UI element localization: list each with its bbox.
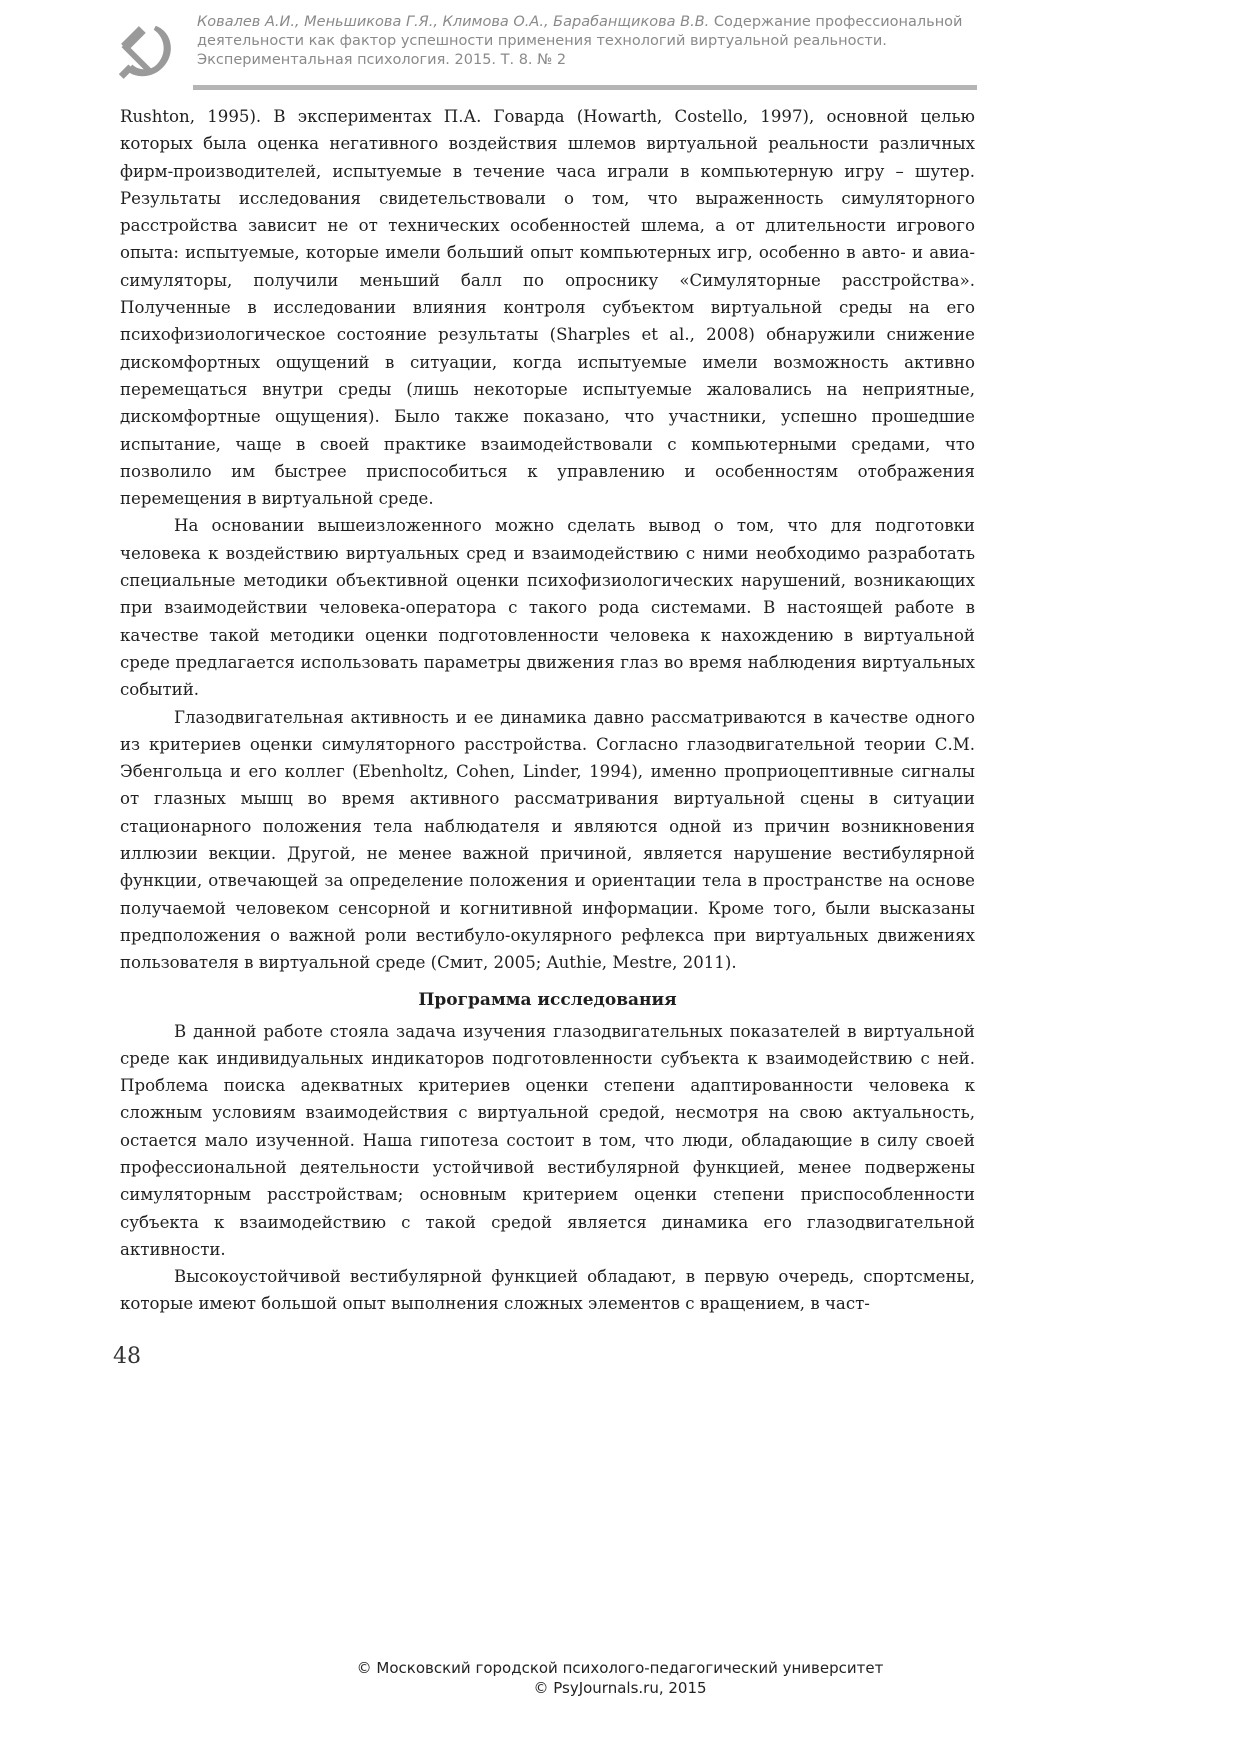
footer-line1: © Московский городской психолого-педагогический университет xyxy=(356,1659,884,1677)
paragraph: Высокоустойчивой вестибулярной функцией обладают, в первую очередь, спортсмены, которые имеют большой опыт выполнения сложных элементов с вращением, в част- xyxy=(120,1267,975,1314)
paragraph: Rushton, 1995). В экспериментах П.А. Говарда (Howarth, Costello, 1997), основной целью которых была оценка негативного воздействия шлемов виртуальной реальности различных фирм-производителей, испытуемые в течение часа играли в компьютерную игру – шутер. Результаты исследования свидетельствовали о том, что выраженность симуляторного расстройства зависит не от технических особенностей шлема, а от длительности игрового опыта: испытуемые, которые имели больший опыт компьютерных игр, особенно в авто- и авиа-симуляторы, получили меньший балл по опроснику «Симуляторные расстройства». Полученные в исследовании влияния контроля субъектом виртуальной среды на его психофизиологическое состояние результаты (Sharples et al., 2008) обнаружили снижение дискомфортных ощущений в ситуации, когда испытуемые имели возможность активно перемещаться внутри среды (лишь некоторые испытуемые жаловались на неприятные, дискомфортные ощущения). Было также показано, что участники, успешно прошедшие испытание, чаще в своей практике взаимодействовали с компьютерными средами, что позволило им быстрее приспособиться к управлению и особенностям отображения перемещения в виртуальной среде. xyxy=(120,107,975,509)
footer-line2: © PsyJournals.ru, 2015 xyxy=(533,1679,707,1697)
paragraph: Глазодвигательная активность и ее динамика давно рассматриваются в качестве одного из критериев оценки симуляторного расстройства. Согласно глазодвигательной теории С.М. Эбенгольца и его коллег (Ebenholtz, Cohen, Linder, 1994), именно проприоцептивные сигналы от глазных мышц во время активного рассматривания виртуальной сцены в ситуации стационарного положения тела наблюдателя и являются одной из причин возникновения иллюзии векции. Другой, не менее важной причиной, является нарушение вестибулярной функции, отвечающей за определение положения и ориентации тела в пространстве на основе получаемой человеком сенсорной и когнитивной информации. Кроме того, были высказаны предположения о важной роли вестибуло-окулярного рефлекса при виртуальных движениях пользователя в виртуальной среде (Смит, 2005; Authie, Mestre, 2011). xyxy=(120,707,975,973)
header-journal: Экспериментальная психология. 2015. Т. 8. № 2 xyxy=(197,52,567,68)
header-authors: Ковалев А.И., Меньшикова Г.Я., Климова О.А., Барабанщикова В.В. xyxy=(197,14,710,30)
header-divider xyxy=(193,85,977,90)
header-title-line1: Содержание профессиональной xyxy=(713,14,963,30)
hammer-sickle-icon xyxy=(115,20,177,82)
paragraph: На основании вышеизложенного можно сделать вывод о том, что для подготовки человека к воздействию виртуальных сред и взаимодействию с ними необходимо разработать специальные методики объективной оценки психофизиологических нарушений, возникающих при взаимодействии человека-оператора с такого рода системами. В настоящей работе в качестве такой методики оценки подготовленности человека к нахождению в виртуальной среде предлагается использовать параметры движения глаз во время наблюдения виртуальных событий. xyxy=(120,516,975,700)
header-title-line2: деятельности как фактор успешности применения технологий виртуальной реальности. xyxy=(197,33,887,49)
page-number: 48 xyxy=(113,1344,141,1369)
header-citation xyxy=(197,13,977,70)
copyright-footer xyxy=(0,1658,1240,1698)
paragraph: В данной работе стояла задача изучения глазодвигательных показателей в виртуальной среде как индивидуальных индикаторов подготовленности субъекта к взаимодействию с ней. Проблема поиска адекватных критериев оценки степени адаптированности человека к сложным условиям взаимодействия с виртуальной средой, несмотря на свою актуальность, остается мало изученной. Наша гипотеза состоит в том, что люди, обладающие в силу своей профессиональной деятельности устойчивой вестибулярной функцией, менее подвержены симуляторным расстройствам; основным критерием оценки степени приспособленности субъекта к взаимодействию с такой средой является динамика его глазодвигательной активности. xyxy=(120,1021,975,1259)
running-header xyxy=(115,8,975,93)
section-heading: Программа исследования xyxy=(418,989,677,1010)
article-body xyxy=(120,103,975,1318)
